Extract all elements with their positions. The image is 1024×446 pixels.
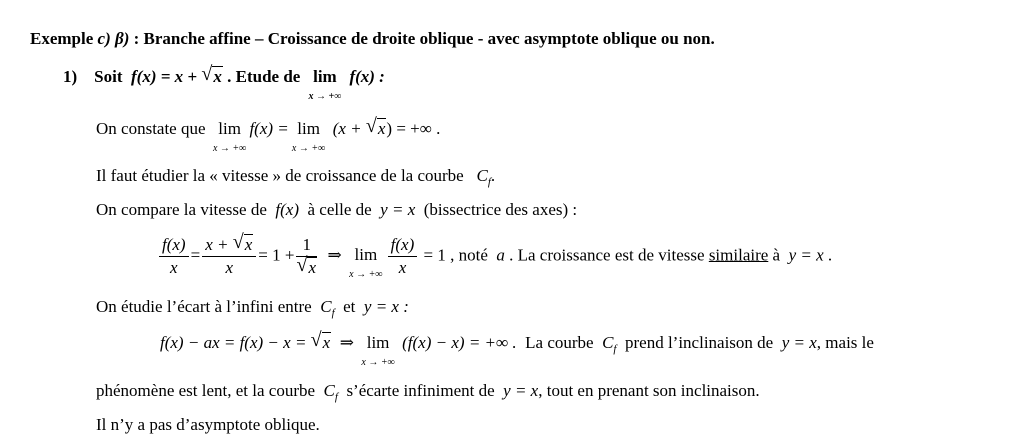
equation-gap [160,329,874,368]
curve-cf: $C_f$ [323,381,338,403]
implies-arrow: ⇒ [327,245,342,265]
mais-text: , mais le [816,333,874,352]
y-equals-x: y = x : [363,297,409,316]
item-1 [63,63,385,102]
fx: f(x) [275,200,299,219]
compare-b: à celle de [307,200,372,219]
example-heading [30,29,715,49]
gap-lhs: f(x) − ax = f(x) − x = [160,333,311,352]
phrase-text: . La croissance est de vitesse [509,245,705,265]
limit-operator: lim x → +∞ [349,245,383,281]
phenomene-a: phénomène est lent, et la courbe [96,381,316,400]
gap-limit-expr: (f(x) − x) = +∞ . [402,333,517,352]
fraction-x-plus-sqrt: x + √ x x [202,234,256,279]
sqrt-x: √ x [201,63,222,86]
phenomene-b: s’écarte infiniment de [346,381,495,400]
result-text: = 1 , noté [423,245,488,265]
courbe-text: La courbe [525,333,594,352]
eq-1-plus: = 1 + [258,245,295,265]
ecart-text: On étudie l’écart à l’infini entre [96,297,312,316]
heading-text: : Branche affine – Croissance de droite oblique - avec asymptote oblique ou non. [129,29,715,48]
vitesse-text: Il faut étudier la « vitesse » de croissance de la courbe [96,166,464,185]
compare-a: On compare la vitesse de [96,200,267,219]
heading-prefix: Exemple [30,29,94,48]
paragraph-conclusion [96,415,320,435]
limit-operator: lim x → +∞ [361,333,395,368]
item-fx2: f(x) : [349,67,385,86]
curve-cf: $C_f$ [320,297,335,319]
a-preposition: à [772,245,781,265]
sqrt-x: √ x [365,115,386,138]
et: et [343,297,356,316]
constate-text: On constate que [96,119,206,138]
paragraph-compare [96,200,577,220]
paragraph-ecart [96,297,409,323]
implies-arrow: ⇒ [339,333,354,352]
y-equals-x: y = x [781,333,817,352]
expr-a: (x + [332,119,366,138]
phenomene-c: , tout en prenant son inclinaison. [538,381,760,400]
fx-eq: f(x) = [249,119,289,138]
item-number: 1) [63,67,78,86]
conclusion-text: Il n’y a pas d’asymptote oblique. [96,415,320,434]
y-equals-x: y = x [380,200,416,219]
item-etude: . Etude de [227,67,301,86]
limit-operator: lim x → +∞ [291,119,326,154]
limit-operator: lim x → +∞ [308,67,342,102]
compare-c: (bissectrice des axes) : [423,200,578,219]
y-equals-x: y = x [788,245,824,265]
heading-label: c) β) [97,29,130,48]
item-fx: f(x) = x + [131,67,202,86]
y-equals-x: y = x [503,381,539,400]
curve-cf: $C_f$ [476,166,491,188]
slope-a: a [496,245,505,265]
limit-operator: lim x → +∞ [212,119,247,154]
item-soit: Soit [94,67,123,86]
paragraph-vitesse: Il faut étudier la « vitesse » de croissance de la courbe $C_f$. [96,166,496,188]
paragraph-phenomene [96,381,760,407]
prend-text: prend l’inclinaison de [624,333,774,352]
similaire-underlined: similaire [708,245,769,265]
equation-ratio: $\frac{f(x)}{x}$ = x + √ x x = 1 + 1 √ x ⇒ lim x → +∞ $\frac{f(x)}{x}$ = 1 , noté a . La croissance est de vitesse similaire à y = x . [157,234,832,279]
curve-cf: $C_f$ [602,333,617,355]
fraction-one-over-sqrt: 1 √ x [296,235,316,277]
paragraph-constate [96,115,441,154]
fraction-fx-over-x: $\frac{f(x)}{x}$ [159,234,189,279]
fraction-fx-over-x: $\frac{f(x)}{x}$ [388,234,418,279]
sqrt-x: √ x [310,329,331,352]
expr-b: ) = +∞ . [386,119,441,138]
